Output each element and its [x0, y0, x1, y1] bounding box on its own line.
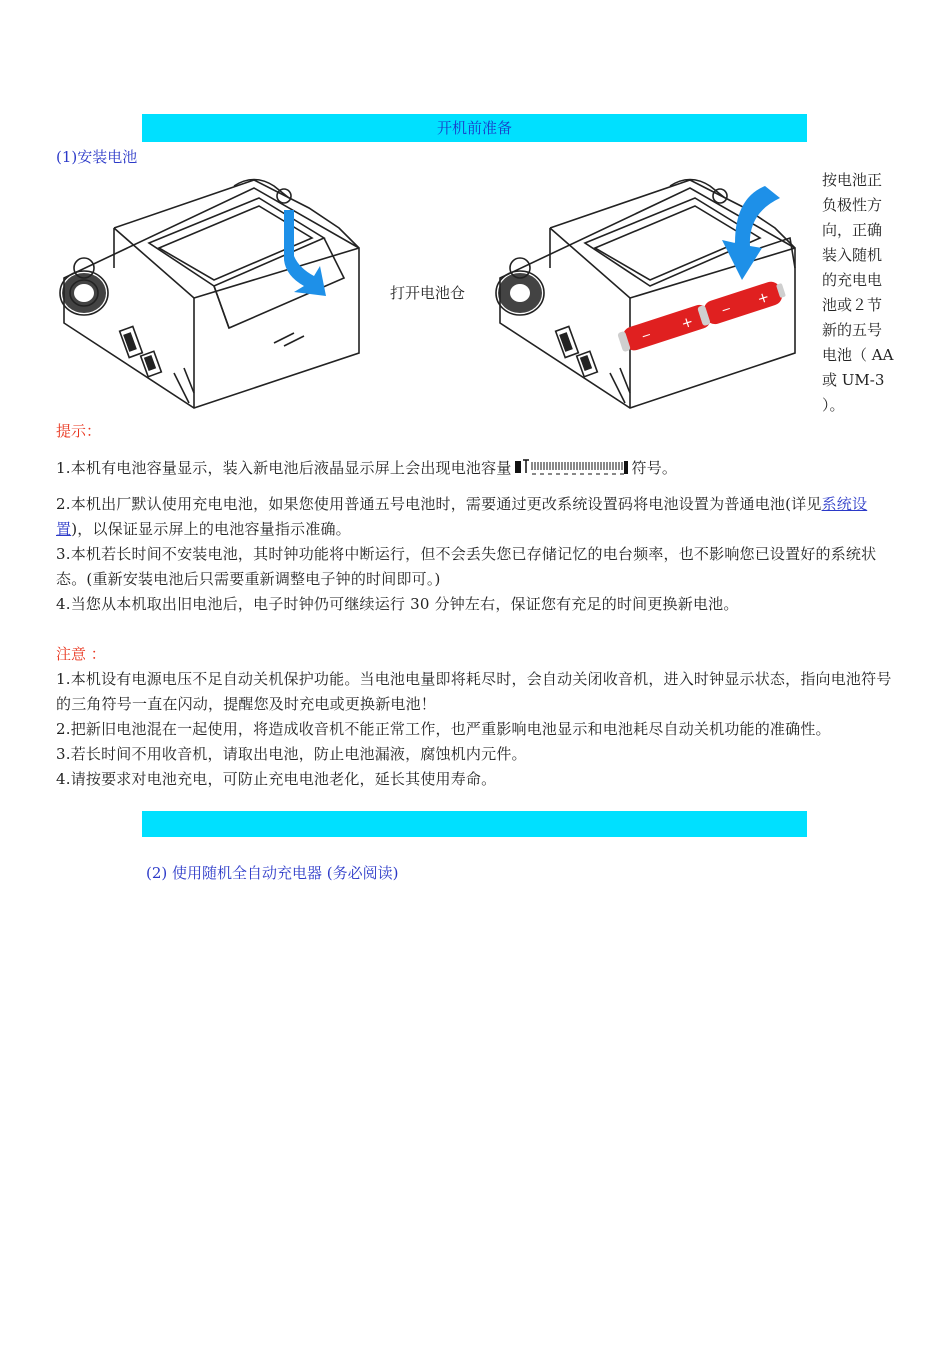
- section-heading: (1)安装电池: [56, 148, 138, 166]
- note-item-3: 3.若长时间不用收音机，请取出电池，防止电池漏液，腐蚀机内元件。: [56, 745, 527, 763]
- tip-item-1: [56, 456, 901, 481]
- battery-pair: [617, 278, 788, 354]
- notes-label: 注意 ：: [56, 645, 106, 663]
- svg-text:+: +: [679, 313, 696, 333]
- tip-item-1-text: 1.本机有电池容量显示，装入新电池后液晶显示屏上会出现电池容量: [56, 459, 512, 477]
- tip-item-2-text: 2.本机出厂默认使用充电电池，如果您使用普通五号电池时，需要通过更改系统设置码将电池设置为普通电池(详见: [56, 495, 822, 513]
- figure-caption-right: 按电池正负极性方向，正确装入随机的充电电池或２节新的五号电池（ AA 或 UM-3 ）。: [822, 171, 894, 414]
- tip-item-4: 4.当您从本机取出旧电池后，电子时钟仍可继续运行 30 分钟左右，保证您有充足的时间更换新电池。: [56, 595, 739, 613]
- svg-text:+: +: [755, 288, 772, 308]
- note-item-4: 4.请按要求对电池充电，可防止充电电池老化，延长其使用寿命。: [56, 770, 497, 788]
- tip-item-3: 3.本机若长时间不安装电池，其时钟功能将中断运行，但不会丢失您已存储记忆的电台频率，也不影响您已设置好的系统状态。(重新安装电池后只需要重新调整电子钟的时间即可。): [56, 545, 877, 588]
- note-item-1: 1.本机设有电源电压不足自动关机保护功能。当电池电量即将耗尽时，会自动关闭收音机，进入时钟显示状态，指向电池符号的三角符号一直在闪动，提醒您及时充电或更换新电池！: [56, 670, 892, 713]
- tip-item-2-suffix: )，以保证显示屏上的电池容量指示准确。: [71, 520, 351, 538]
- section2-banner: [142, 811, 807, 837]
- tip-item-2: [56, 492, 901, 542]
- tip-item-1-suffix: 符号。: [631, 459, 678, 477]
- radio-illustration-open: [54, 168, 374, 413]
- tips-label: 提示：: [56, 422, 102, 440]
- svg-text:−: −: [719, 301, 734, 318]
- arrow-down-icon: [284, 210, 326, 296]
- section2-heading: (2) 使用随机全自动充电器 (务必阅读): [146, 864, 399, 882]
- figure-caption-left: 打开电池仓: [390, 284, 466, 302]
- system-settings-link[interactable]: 系统设置: [56, 495, 868, 538]
- battery-level-icon: [514, 458, 630, 476]
- note-item-2: 2.把新旧电池混在一起使用，将造成收音机不能正常工作，也严重影响电池显示和电池耗尽自动关机功能的准确性。: [56, 720, 831, 738]
- section-banner: 开机前准备: [142, 114, 807, 142]
- radio-illustration-batteries: [490, 168, 810, 413]
- svg-text:−: −: [639, 327, 654, 344]
